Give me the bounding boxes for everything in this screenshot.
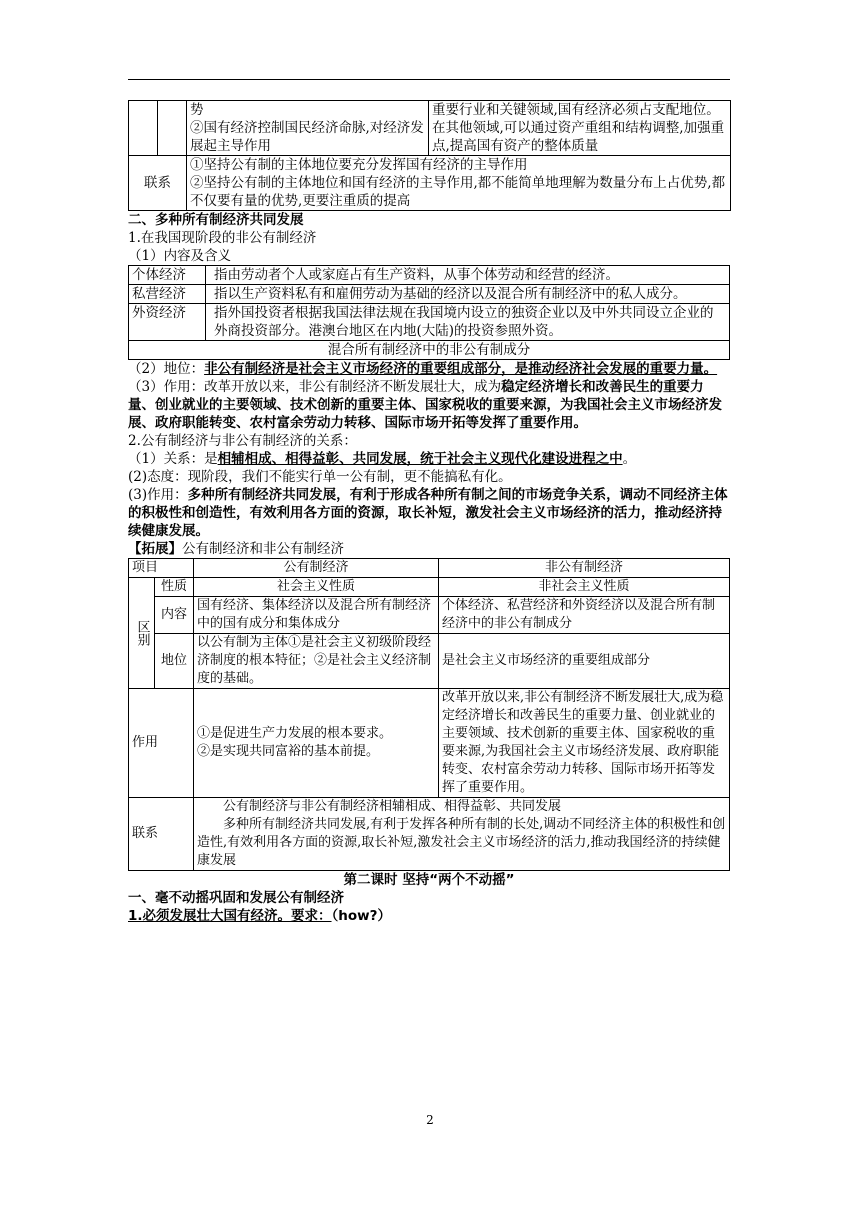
relation-prefix: （1）关系：是: [128, 451, 218, 467]
relation-paragraph: [128, 450, 730, 468]
function-public: [194, 689, 439, 798]
effect-prefix: (3)作用：: [128, 487, 188, 503]
link-label: 联系: [129, 798, 194, 871]
economy-type: 个体经济: [129, 266, 206, 285]
table-row: [129, 304, 730, 341]
header-rule: [128, 79, 730, 80]
cell-text: ①坚持公有制的主体地位要充分发挥国有经济的主导作用: [190, 157, 528, 173]
link-content: [194, 798, 730, 871]
requirement-suffix: （how?）: [331, 908, 391, 924]
table-cell: [187, 156, 731, 211]
effect-paragraph: [128, 486, 730, 540]
page-content: [128, 100, 730, 925]
table-row: [129, 156, 731, 211]
nature-nonpublic: 非社会主义性质: [439, 578, 730, 597]
position-nonpublic: 是社会主义市场经济的重要组成部分: [439, 634, 730, 689]
table-row: [129, 559, 730, 578]
subsection-heading: 1.在我国现阶段的非公有制经济: [128, 230, 317, 246]
header-item: 项目: [129, 559, 194, 578]
position-label: 地位: [155, 634, 194, 689]
role-prefix: （3）作用：改革开放以来，非公有制经济不断发展壮大，成为: [128, 379, 502, 395]
cell-text: 势: [190, 102, 204, 118]
nature-label: 性质: [155, 578, 194, 597]
content-label: 内容: [155, 597, 194, 634]
table-cell: [158, 101, 187, 156]
section-heading: 二、多种所有制经济共同发展: [128, 212, 304, 228]
attitude-paragraph: (2)态度：现阶段，我们不能实行单一公有制，更不能搞私有化。: [128, 469, 512, 485]
cell-text: ②坚持公有制的主体地位和国有经济的主导作用,都不能简单地理解为数量分布上占优势,都不仅要有量的优势,更要注重质的提高: [190, 175, 726, 209]
cell-text: ①是促进生产力发展的根本要求。: [197, 726, 393, 741]
diff-label: 区别: [129, 578, 155, 689]
cell-text: ②国有经济控制国民经济命脉,对经济发展起主导作用: [190, 120, 424, 154]
status-text: 非公有制经济是社会主义市场经济的重要组成部分，是推动经济社会发展的重要力量。: [204, 361, 718, 377]
table-row: [129, 634, 730, 689]
nature-public: 社会主义性质: [194, 578, 439, 597]
status-prefix: （2）地位：: [128, 361, 205, 377]
requirement-heading: [128, 907, 730, 925]
table-row: [129, 341, 730, 360]
header-public: 公有制经济: [194, 559, 439, 578]
lesson-title: 第二课时 坚持“两个不动摇”: [343, 872, 515, 888]
subsection-heading: 2.公有制经济与非公有制经济的关系：: [128, 433, 357, 449]
row-label: 联系: [129, 156, 187, 211]
cell-text: 公有制经济与非公有制经济相辅相成、相得益彰、共同发展: [223, 799, 562, 814]
economy-desc: 指以生产资料私有和雇佣劳动为基础的经济以及混合所有制经济中的私人成分。: [206, 285, 730, 304]
cell-text: 重要行业和关键领域,国有经济必须占支配地位。在其他领域,可以通过资产重组和结构调整,加强重点,提高国有资产的整体质量: [432, 102, 725, 154]
table-cell: [129, 101, 158, 156]
table-footer: 混合所有制经济中的非公有制成分: [129, 341, 730, 360]
non-public-economy-table: [128, 265, 730, 360]
function-nonpublic: 改革开放以来,非公有制经济不断发展壮大,成为稳定经济增长和改善民生的重要力量、创业就业的主要领域、技术创新的重要主体、国家税收的重要来源,为我国社会主义市场经济发展、政府职能转变、农村富余劳动力转移、国际市场开拓等发挥了重要作用。: [439, 689, 730, 798]
expand-title: 公有制经济和非公有制经济: [182, 541, 344, 557]
economy-desc: 指由劳动者个人或家庭占有生产资料，从事个体劳动和经营的经济。: [206, 266, 730, 285]
status-paragraph: [128, 360, 730, 378]
table-row: [129, 597, 730, 634]
content-nonpublic: 个体经济、私营经济和外资经济以及混合所有制经济中的非公有制成分: [439, 597, 730, 634]
cell-text: ②是实现共同富裕的基本前提。: [197, 744, 380, 759]
subsection-heading: （1）内容及含义: [128, 248, 232, 264]
table-cell: [187, 101, 429, 156]
expand-tag: 【拓展】: [128, 541, 182, 557]
effect-text: 多种所有制经济共同发展，有利于形成各种所有制之间的市场竞争关系，调动不同经济主体的积极性和创造性，有效利用各方面的资源，取长补短，激发社会主义市场经济的活力，推动经济持续健康发展。: [128, 487, 728, 539]
economy-type: 外资经济: [129, 304, 206, 341]
header-nonpublic: 非公有制经济: [439, 559, 730, 578]
expand-heading: [128, 540, 730, 558]
role-paragraph: [128, 378, 730, 432]
relation-suffix: 。: [622, 451, 637, 467]
table-row: [129, 798, 730, 871]
relation-text: 相辅相成、相得益彰、共同发展，统于社会主义现代化建设进程之中: [217, 451, 623, 467]
table-row: [129, 266, 730, 285]
table-row: [129, 689, 730, 798]
section-heading: 一、毫不动摇巩固和发展公有制经济: [128, 890, 344, 906]
state-economy-table: [128, 100, 731, 211]
comparison-table: [128, 558, 730, 871]
table-row: [129, 101, 731, 156]
role-text: 稳定经济增长和改善民生的重要力量、创业就业的主要领域、技术创新的重要主体、国家税收的重要来源，为我国社会主义市场经济发展、政府职能转变、农村富余劳动力转移、国际市场开拓等发挥了重要作用。: [128, 379, 722, 431]
table-cell: [429, 101, 731, 156]
table-row: [129, 285, 730, 304]
cell-text: 多种所有制经济共同发展,有利于发挥各种所有制的长处,调动不同经济主体的积极性和创造性,有效利用各方面的资源,取长补短,激发社会主义市场经济的活力,推动我国经济的持续健康发展: [197, 817, 726, 868]
economy-desc: 指外国投资者根据我国法律法规在我国境内设立的独资企业以及中外共同设立企业的外商投资部分。港澳台地区在内地(大陆)的投资参照外资。: [206, 304, 730, 341]
function-label: 作用: [129, 689, 194, 798]
content-public: 国有经济、集体经济以及混合所有制经济中的国有成分和集体成分: [194, 597, 439, 634]
page-number: 2: [426, 1113, 434, 1127]
economy-type: 私营经济: [129, 285, 206, 304]
table-row: [129, 578, 730, 597]
requirement-text: 1.必须发展壮大国有经济。要求：: [128, 908, 332, 924]
position-public: 以公有制为主体①是社会主义初级阶段经济制度的根本特征；②是社会主义经济制度的基础。: [194, 634, 439, 689]
